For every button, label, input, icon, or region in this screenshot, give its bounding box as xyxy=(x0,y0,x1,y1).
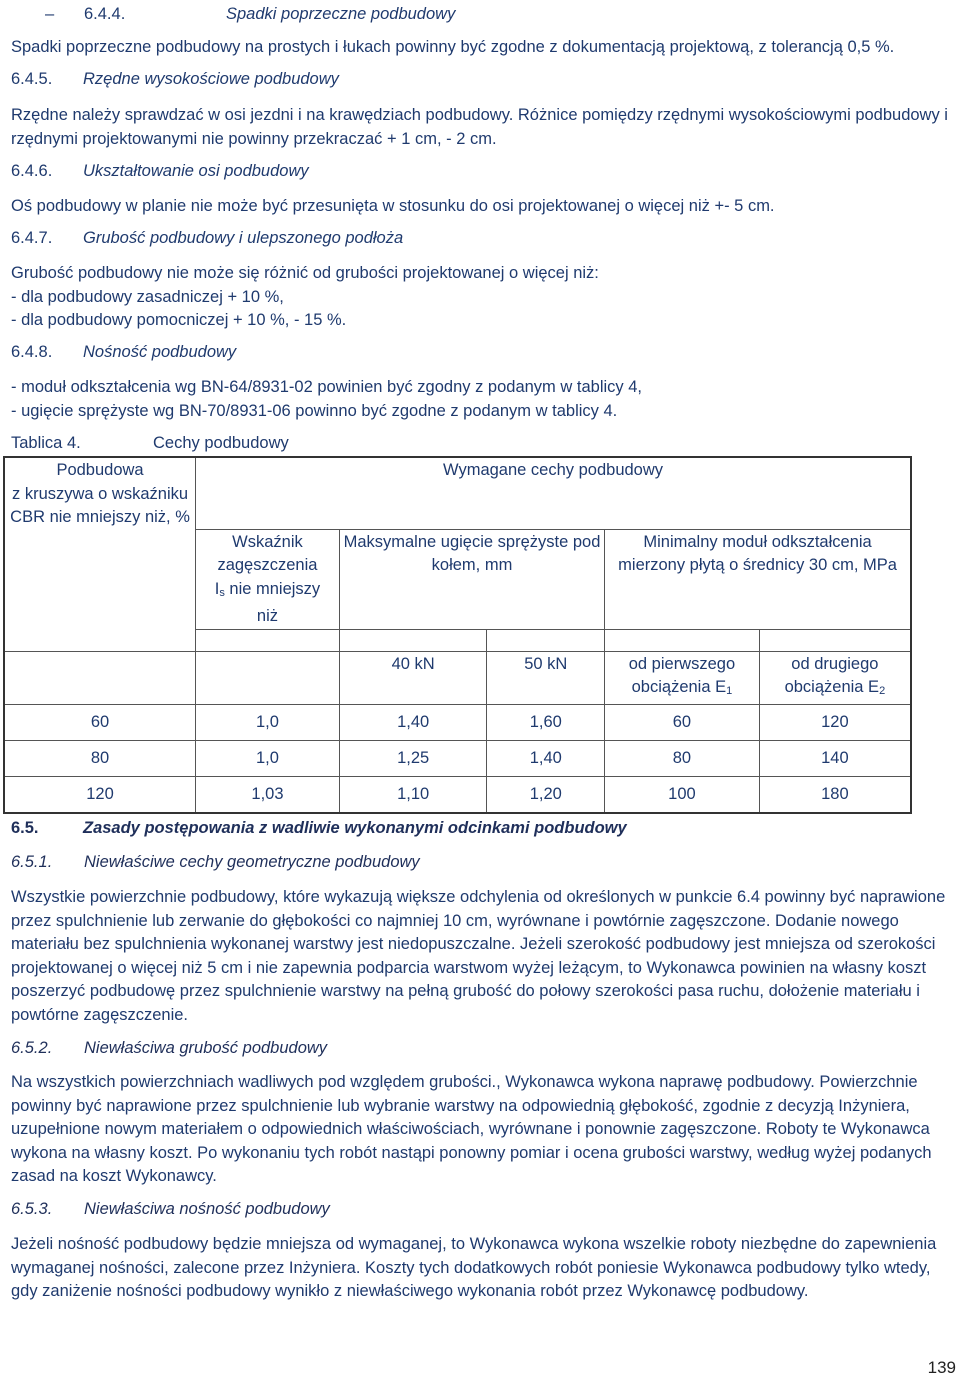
table-cell: 80 xyxy=(605,741,760,777)
section-title: Niewłaściwa nośność podbudowy xyxy=(84,1200,330,1218)
table-cell: 140 xyxy=(759,741,911,777)
paragraph-line: - dla podbudowy zasadniczej + 10 %, xyxy=(11,287,284,306)
paragraph-line: Wszystkie powierzchnie podbudowy, które wykazują większe odchylenia od określonych w punkcie 6.4 powinny być naprawione xyxy=(11,888,946,906)
section-number: 6.4.5. xyxy=(11,70,53,88)
header-50kn: 50 kN xyxy=(487,651,605,704)
page-number: 139 xyxy=(927,1358,956,1377)
table-cell: 1,10 xyxy=(339,777,487,813)
list-dash: – xyxy=(45,5,55,23)
table-cell: 1,25 xyxy=(339,741,487,777)
paragraph-line: materiału bez spulchnienia wykonanej warstwy jest niedopuszczalne. Jeżeli szerokość podbudowy jest mniejsza od szerokości xyxy=(11,935,936,954)
paragraph-line: uzupełnione nowym materiałem o odpowiednich właściwościach, wyrównane i ponownie zagęszczone. Roboty te Wykonawca xyxy=(11,1120,930,1139)
paragraph xyxy=(11,1233,951,1304)
paragraph: Oś podbudowy w planie nie może być przesunięta w stosunku do osi projektowanej o więcej niż +- 5 cm. xyxy=(11,197,775,215)
header-e1: od pierwszego obciążenia E1 xyxy=(605,651,760,704)
paragraph xyxy=(11,262,951,333)
section-title: Rzędne wysokościowe podbudowy xyxy=(83,70,339,88)
section-title: Grubość podbudowy i ulepszonego podłoża xyxy=(83,229,404,247)
header-modul: Minimalny moduł odkształcenia mierzony płytą o średnicy 30 cm, MPa xyxy=(605,529,911,629)
table-row xyxy=(4,777,911,813)
paragraph-line: - ugięcie sprężyste wg BN-70/8931-06 powinno być zgodne z podanym w tablicy 4. xyxy=(11,401,618,420)
header-empty xyxy=(196,651,340,704)
paragraph-line: wykona na własny koszt. Po wykonaniu tych robót nastąpi ponowny pomiar i ocena grubości warstwy, według wyżej podanych xyxy=(11,1143,932,1162)
section-number: 6.4.7. xyxy=(11,229,53,247)
table-cell: 180 xyxy=(759,777,911,813)
header-empty xyxy=(339,629,487,651)
header-podbudowa: Podbudowa z kruszywa o wskaźniku CBR nie mniejszy niż, % xyxy=(4,457,196,651)
table-row xyxy=(4,705,911,741)
paragraph-line: Rzędne należy sprawdzać w osi jezdni i na krawędziach podbudowy. Różnice pomiędzy rzędnymi wysokościowymi podbudowy i xyxy=(11,106,948,124)
section-number: 6.5.1. xyxy=(11,853,53,871)
header-empty xyxy=(605,629,760,651)
paragraph xyxy=(11,1071,951,1189)
table-cell: 1,40 xyxy=(339,705,487,741)
paragraph-line: powtórne zagęszczenie. xyxy=(11,1005,189,1024)
paragraph-line: powinny być naprawione przez spulchnienie lub wybranie warstwy na odpowiednią głębokość, zgodnie z decyzją Inżyniera, xyxy=(11,1096,910,1115)
section-number: 6.4.8. xyxy=(11,343,53,361)
header-ugiecie: Maksymalne ugięcie sprężyste pod kołem, mm xyxy=(339,529,604,629)
table-cell: 100 xyxy=(605,777,760,813)
header-40kn: 40 kN xyxy=(339,651,487,704)
paragraph-line: gdy zaniżenie nośności podbudowy wynikło z niewłaściwego wykonania robót przez Wykonawcę podbudowy. xyxy=(11,1282,809,1301)
table-row xyxy=(4,741,911,777)
header-empty xyxy=(759,629,911,651)
paragraph-line: rzędnymi projektowanymi nie powinny przekraczać + 1 cm, - 2 cm. xyxy=(11,129,497,148)
section-title: Niewłaściwe cechy geometryczne podbudowy xyxy=(84,853,420,871)
table-cell: 80 xyxy=(4,741,196,777)
header-empty xyxy=(4,651,196,704)
section-title: Ukształtowanie osi podbudowy xyxy=(83,162,309,180)
paragraph xyxy=(11,104,951,151)
table-cell: 1,0 xyxy=(196,741,340,777)
section-title: Nośność podbudowy xyxy=(83,343,237,361)
header-wymagane: Wymagane cechy podbudowy xyxy=(196,457,911,529)
table-cell: 1,40 xyxy=(487,741,605,777)
paragraph-line: Grubość podbudowy nie może się różnić od grubości projektowanej o więcej niż: xyxy=(11,264,599,282)
table-cell: 1,20 xyxy=(487,777,605,813)
section-number: 6.5.2. xyxy=(11,1039,53,1057)
table-caption-title: Cechy podbudowy xyxy=(153,434,289,452)
table-cell: 1,0 xyxy=(196,705,340,741)
paragraph xyxy=(11,886,951,1028)
table-cell: 60 xyxy=(605,705,760,741)
paragraph: Spadki poprzeczne podbudowy na prostych i łukach powinny być zgodne z dokumentacją projektową, z tolerancją 0,5 %. xyxy=(11,38,895,56)
header-wskaznik: Wskaźnik zagęszczenia Is nie mniejszy niż xyxy=(196,529,340,629)
section-title: Zasady postępowania z wadliwie wykonanymi odcinkami podbudowy xyxy=(83,819,627,837)
header-empty xyxy=(196,629,340,651)
table-cell: 1,03 xyxy=(196,777,340,813)
table-cell: 1,60 xyxy=(487,705,605,741)
section-number: 6.5. xyxy=(11,819,39,837)
paragraph-line: - moduł odkształcenia wg BN-64/8931-02 powinien być zgodny z podanym w tablicy 4, xyxy=(11,378,643,396)
paragraph-line: zasad na koszt Wykonawcy. xyxy=(11,1167,217,1186)
section-number: 6.4.4. xyxy=(84,5,126,23)
paragraph xyxy=(11,376,951,423)
table-cell: 120 xyxy=(759,705,911,741)
header-e2: od drugiego obciążenia E2 xyxy=(759,651,911,704)
paragraph-line: przez spulchnienie lub zerwanie do głębokości co najmniej 10 cm, wyrównane i powtórnie zagęszczone. Dodanie nowego xyxy=(11,911,899,930)
paragraph-line: poszerzyć podbudowę przez spulchnienie warstwy na pełną grubość do połowy szerokości pasa ruchu, dołożenie materiału i xyxy=(11,982,920,1001)
paragraph-line: projektowanej o więcej niż 5 cm i nie zapewnia podparcia warstwom wyżej leżącym, to Wykonawca powinien na własny koszt xyxy=(11,958,927,977)
section-number: 6.4.6. xyxy=(11,162,53,180)
table-caption-label: Tablica 4. xyxy=(11,434,81,452)
section-title: Spadki poprzeczne podbudowy xyxy=(226,5,456,23)
properties-table xyxy=(3,456,912,814)
paragraph-line: Na wszystkich powierzchniach wadliwych pod względem grubości., Wykonawca wykona naprawę podbudowy. Powierzchnie xyxy=(11,1073,918,1091)
header-empty xyxy=(487,629,605,651)
paragraph-line: Jeżeli nośność podbudowy będzie mniejsza od wymaganej, to Wykonawca wykona wszelkie roboty niezbędne do zapewnienia xyxy=(11,1235,937,1253)
section-number: 6.5.3. xyxy=(11,1200,53,1218)
section-title: Niewłaściwa grubość podbudowy xyxy=(84,1039,328,1057)
paragraph-line: wymaganej nośności, zalecone przez Inżyniera. Koszty tych dodatkowych robót poniesie Wykonawca podbudowy tylko wtedy, xyxy=(11,1258,931,1277)
paragraph-line: - dla podbudowy pomocniczej + 10 %, - 15 %. xyxy=(11,311,347,330)
table-cell: 120 xyxy=(4,777,196,813)
table-cell: 60 xyxy=(4,705,196,741)
